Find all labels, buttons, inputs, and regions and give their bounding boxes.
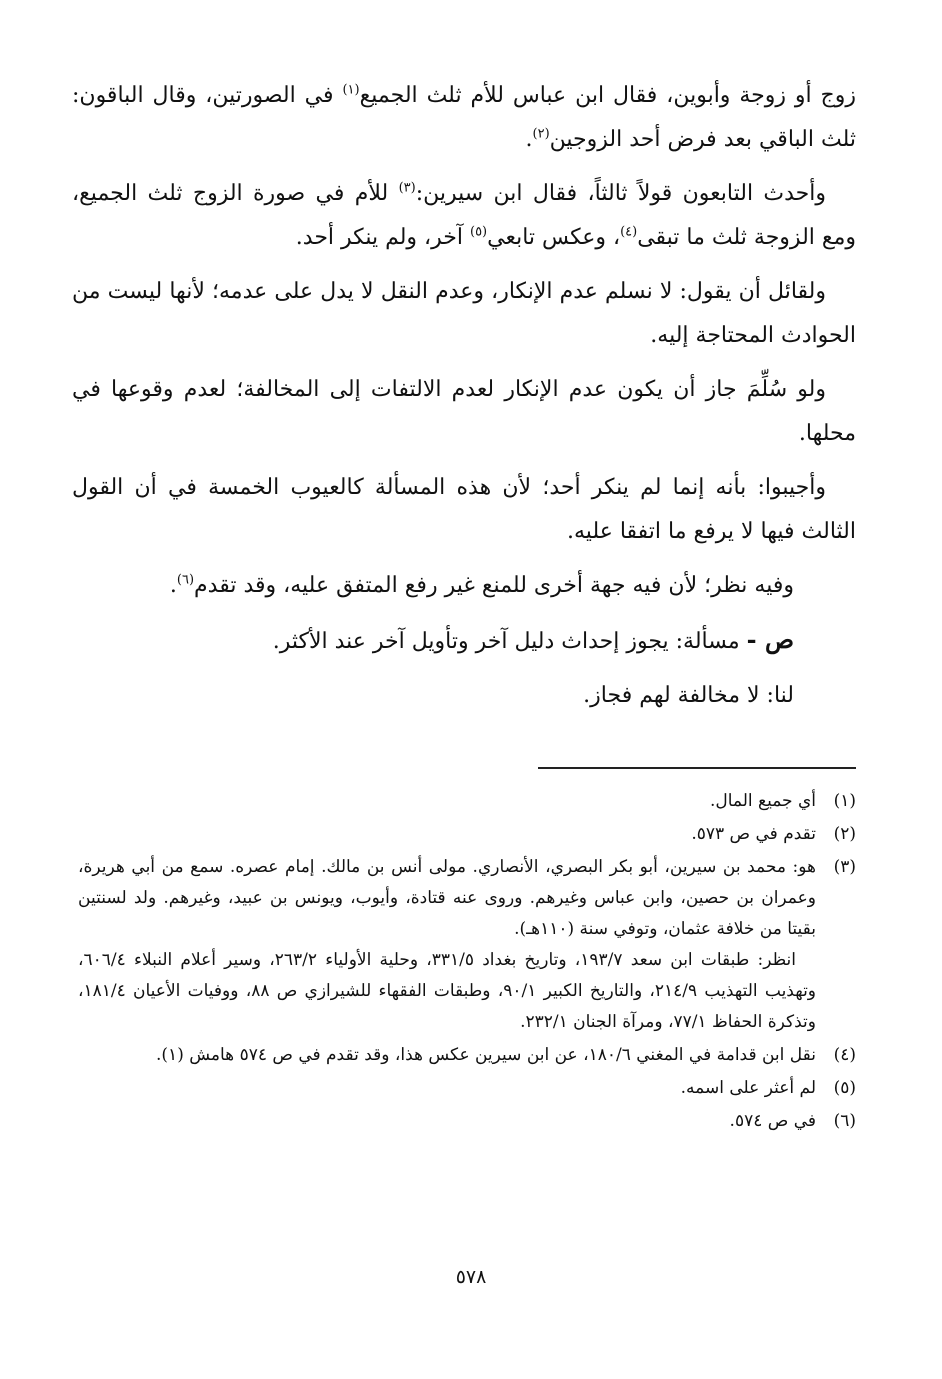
footnote-number: (٤) [833, 1045, 856, 1065]
footnote-text: أي جميع المال. [709, 791, 816, 811]
footnote-text [78, 852, 816, 1038]
page-body [72, 74, 856, 728]
footnote-number: (٥) [833, 1078, 856, 1098]
footnote-ref: (٤) [620, 224, 638, 240]
text-run: مسألة: يجوز إحداث دليل آخر وتأويل آخر عند الأكثر. [272, 629, 747, 654]
footnote-text: في ص ٥٧٤. [729, 1111, 816, 1131]
footnote [78, 852, 856, 1038]
paragraph: وأجيبوا: بأنه إنما لم ينكر أحد؛ لأن هذه المسألة كالعيوب الخمسة في أن القول الثالث فيها لا يرفع ما اتفقا عليه. [72, 475, 856, 544]
paragraph [72, 564, 856, 608]
footnote [78, 1040, 856, 1071]
footnote-ref: (٥) [469, 224, 488, 240]
page-number: ٥٧٨ [455, 1266, 487, 1288]
paragraph [72, 74, 856, 162]
footnote-text-part: هو: محمد بن سيرين، أبو بكر البصري، الأنصاري. مولى أنس بن مالك. إمام عصره. سمع من أبي هريرة، وعمران بن حصين، وابن عباس وغيرهم. وروى عنه قتادة، وأيوب، ويونس بن عبيد، وغيرهم. ولد لسنتين بقيتا من خلافة عثمان، وتوفي سنة (١١٠هـ). [78, 857, 816, 939]
footnote-number: (٦) [833, 1111, 856, 1131]
text-run: في الصورتين، وقال الباقون: ثلث الباقي بعد فرض أحد الزوجين [72, 83, 856, 152]
text-run: للأم في صورة الزوج ثلث الجميع، ومع الزوجة ثلث ما تبقى [72, 181, 856, 250]
paragraph: لنا: لا مخالفة لهم فجاز. [583, 683, 794, 708]
main-text [72, 74, 856, 718]
text-run: . [169, 573, 177, 598]
issue-paragraph [72, 618, 856, 664]
footnote-number: (١) [833, 791, 856, 811]
footnote-ref: (٦) [176, 572, 195, 588]
footnotes [78, 786, 856, 1139]
footnote-references: انظر: طبقات ابن سعد ١٩٣/٧، وتاريخ بغداد ٣٣١/٥، وحلية الأولياء ٢٦٣/٢، وسير أعلام النبلاء ٦٠٦/٤، وتهذيب التهذيب ٢١٤/٩، والتاريخ الكبير ٩٠/١، وطبقات الفقهاء للشيرازي ص ٨٨، ووفيات الأعيان ١٨١/٤، وتذكرة الحفاظ ٧٧/١، ومرآة الجنان ٢٣٢/١. [78, 950, 817, 1032]
paragraph: ولو سُلِّمَ جاز أن يكون عدم الإنكار لعدم الالتفات إلى المخالفة؛ لعدم وقوعها في محلها. [72, 377, 856, 446]
text-run: آخر، ولم ينكر أحد. [295, 225, 470, 250]
text-run: ، وعكس تابعي [487, 225, 621, 250]
footnote-ref: (٣) [398, 180, 416, 196]
text-run: وفيه نظر؛ لأن فيه جهة أخرى للمنع غير رفع المتفق عليه، وقد تقدم [194, 573, 794, 598]
footnote-text: تقدم في ص ٥٧٣. [691, 824, 816, 844]
footnote-separator [538, 767, 856, 769]
footnote [78, 1106, 856, 1137]
footnote [78, 1073, 856, 1104]
footnote-ref: (١) [342, 82, 360, 98]
footnote-text: لم أعثر على اسمه. [680, 1078, 816, 1098]
issue-marker: ص - [746, 625, 794, 654]
paragraph: ولقائل أن يقول: لا نسلم عدم الإنكار، وعدم النقل لا يدل على عدمه؛ لأنها ليست من الحوادث المحتاجة إليه. [72, 279, 856, 348]
paragraph [72, 172, 856, 260]
text-run: زوج أو زوجة وأبوين، فقال ابن عباس للأم ثلث الجميع [359, 83, 856, 108]
footnote [78, 819, 856, 850]
text-run: وأحدث التابعون قولاً ثالثاً، فقال ابن سيرين: [415, 181, 826, 206]
footnote-ref: (٢) [532, 126, 550, 142]
footnote-text: نقل ابن قدامة في المغني ١٨٠/٦، عن ابن سيرين عكس هذا، وقد تقدم في ص ٥٧٤ هامش (١). [156, 1045, 816, 1065]
footnote-number: (٢) [833, 824, 856, 844]
footnote [78, 786, 856, 817]
text-run: . [525, 127, 533, 152]
footnote-number: (٣) [833, 857, 856, 877]
